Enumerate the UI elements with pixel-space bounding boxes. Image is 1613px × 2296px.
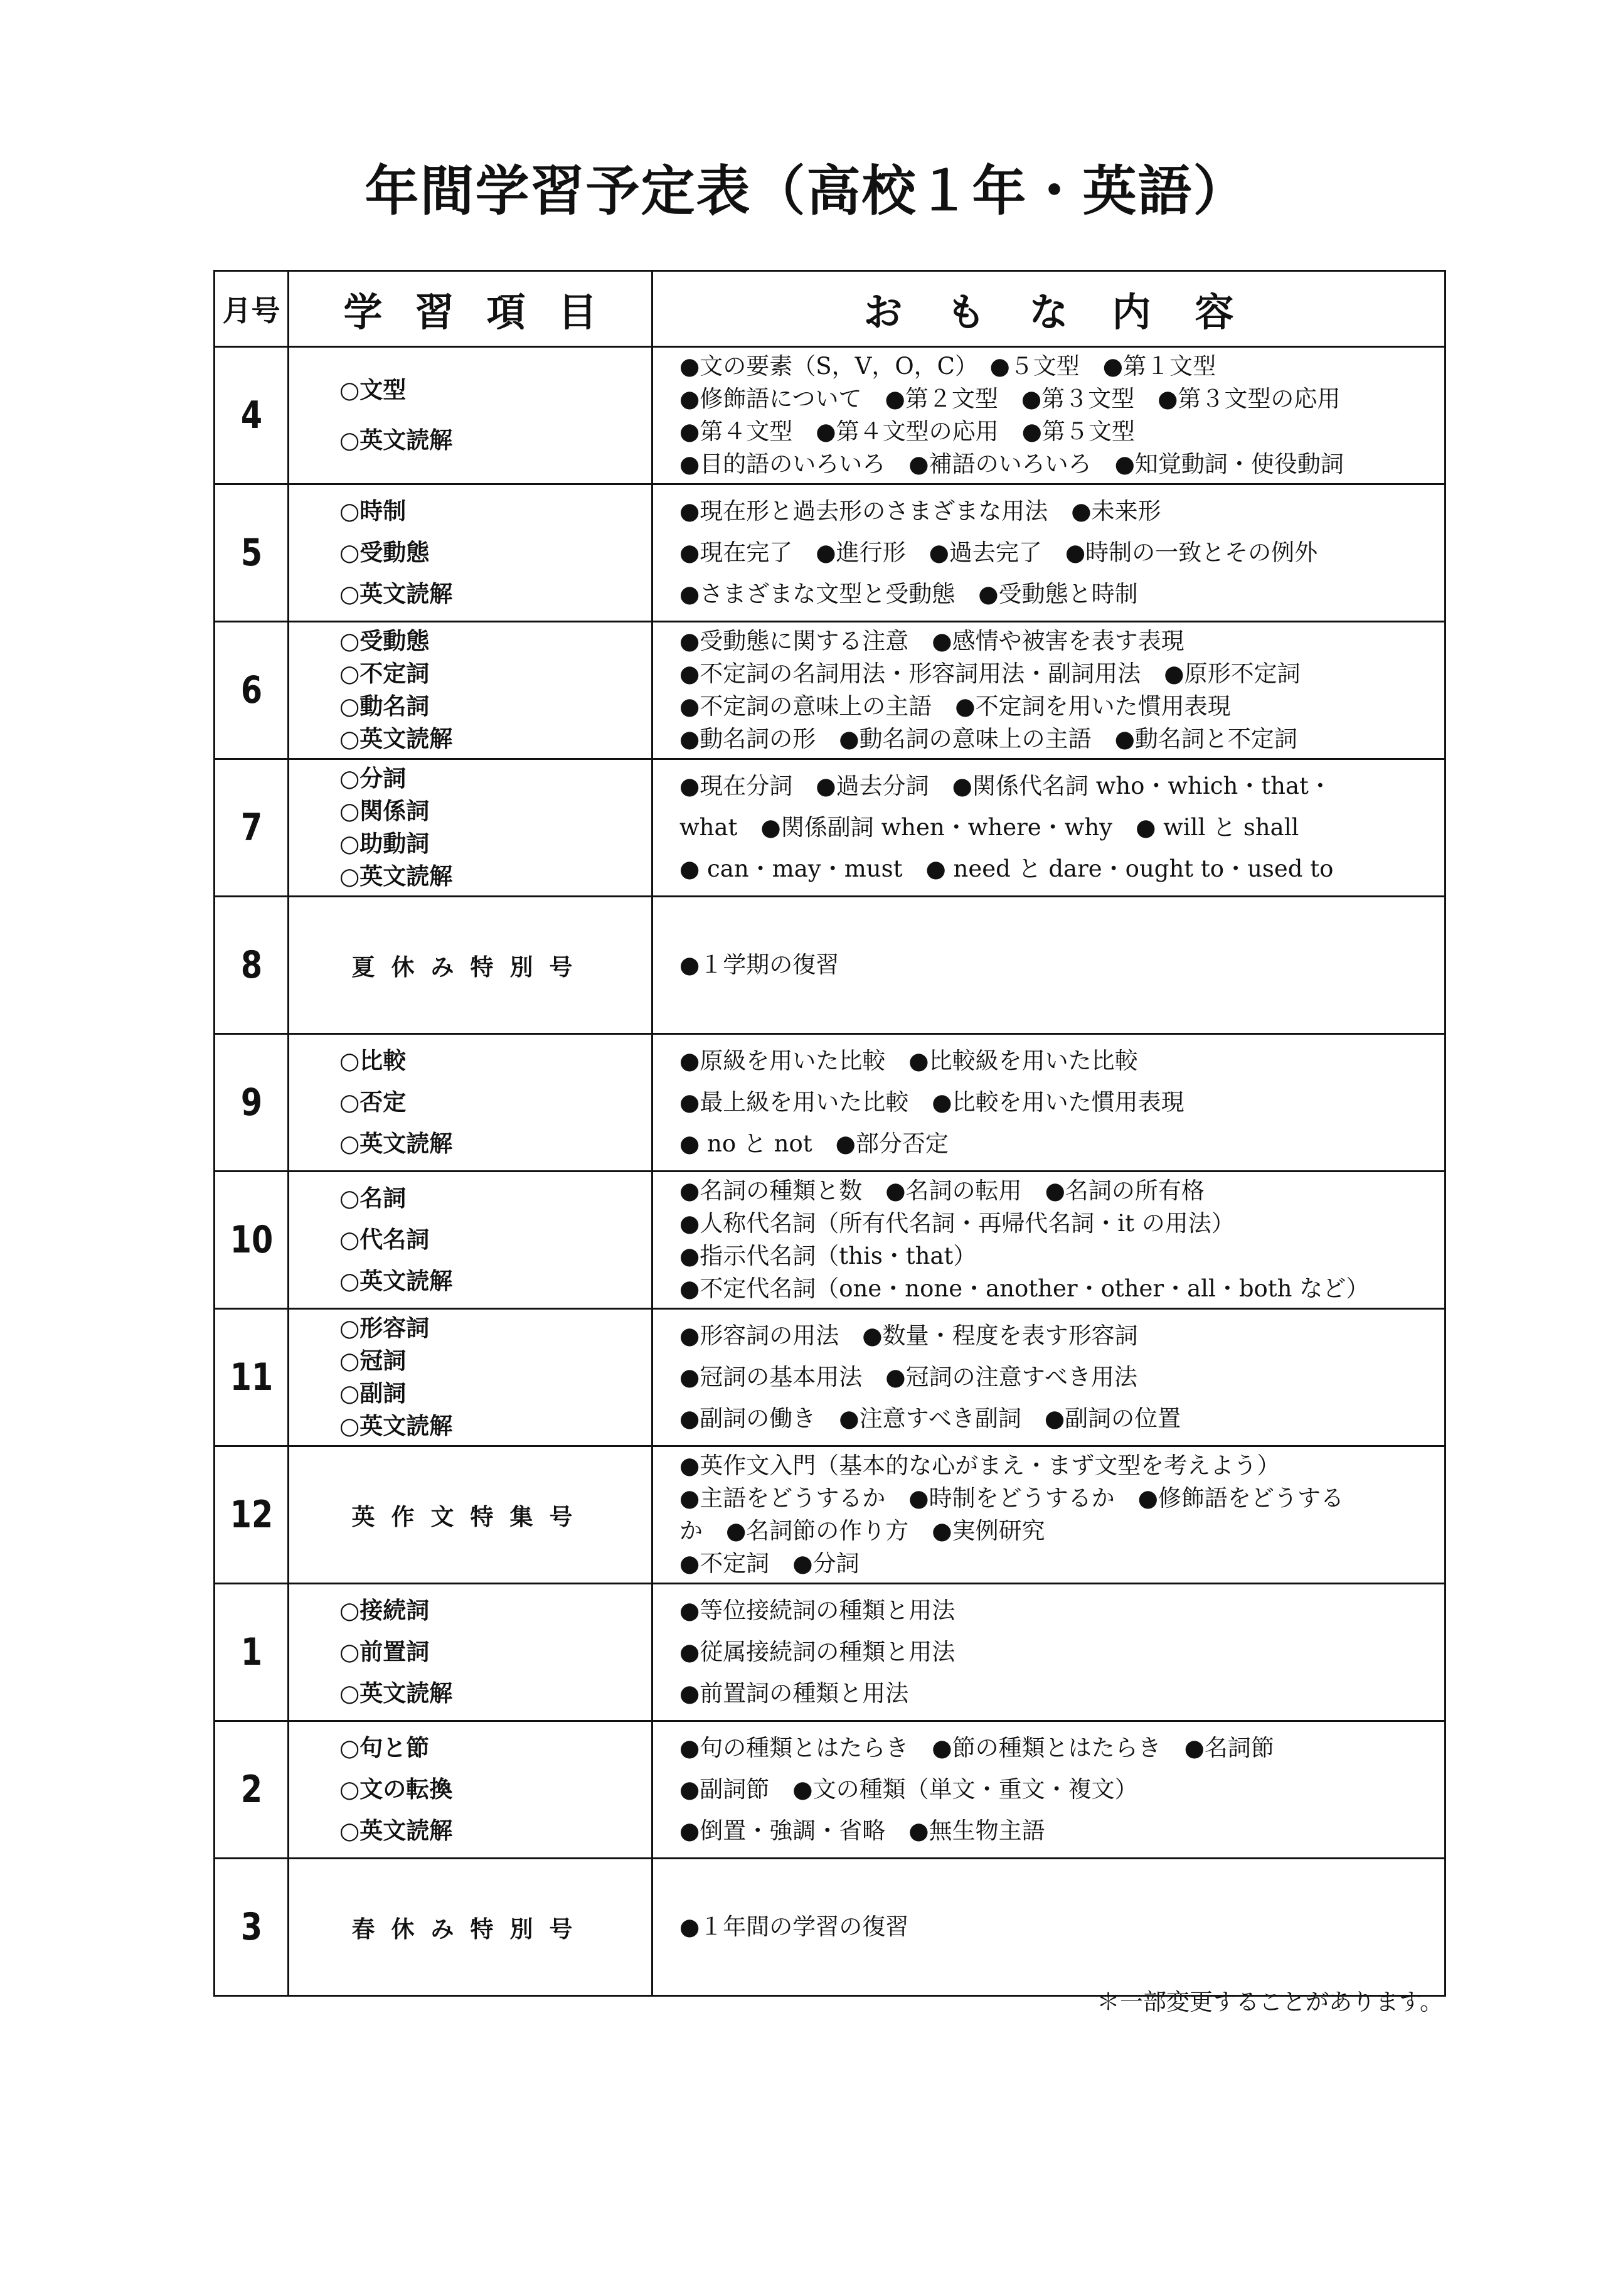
table-row bbox=[215, 1172, 1445, 1309]
content-line: ●形容詞の用法 ●数量・程度を表す形容詞 bbox=[679, 1322, 1138, 1349]
month-number: 9 bbox=[221, 1034, 282, 1172]
content-line: ●前置詞の種類と用法 bbox=[679, 1680, 909, 1707]
month-number: 3 bbox=[221, 1859, 282, 1996]
study-item: ○英文読解 bbox=[339, 580, 453, 607]
special-issue-label: 英作文特集号 bbox=[289, 1446, 652, 1584]
study-item: ○受動態 bbox=[339, 627, 430, 654]
header-month: 月号 bbox=[215, 271, 289, 347]
study-item: ○分詞 bbox=[339, 765, 407, 792]
content-line: ● no と not ●部分否定 bbox=[679, 1130, 949, 1157]
study-items bbox=[289, 759, 652, 897]
content-line: ●不定代名詞（one・none・another・other・all・both など） bbox=[679, 1275, 1370, 1302]
schedule-table bbox=[213, 270, 1446, 1997]
study-items bbox=[289, 347, 652, 484]
month-number: 2 bbox=[221, 1721, 282, 1859]
content-line: ●指示代名詞（this・that） bbox=[679, 1242, 977, 1269]
study-item: ○関係詞 bbox=[339, 798, 430, 825]
study-items bbox=[289, 1172, 652, 1309]
content-line: ●副詞節 ●文の種類（単文・重文・複文） bbox=[679, 1776, 1138, 1803]
page-title: 年間学習予定表（高校１年・英語） bbox=[365, 160, 1248, 223]
study-item: ○英文読解 bbox=[339, 1412, 453, 1439]
content-cell bbox=[652, 1309, 1445, 1446]
study-item: ○英文読解 bbox=[339, 1817, 453, 1844]
content-line: ●現在分詞 ●過去分詞 ●関係代名詞 who・which・that・ bbox=[679, 772, 1332, 799]
content-cell bbox=[652, 1584, 1445, 1721]
study-item: ○受動態 bbox=[339, 539, 430, 566]
header-row bbox=[215, 271, 1445, 347]
study-items bbox=[289, 484, 652, 622]
study-item: ○句と節 bbox=[339, 1734, 430, 1761]
content-cell bbox=[652, 347, 1445, 484]
study-items bbox=[289, 622, 652, 759]
content-line: ●修飾語について ●第２文型 ●第３文型 ●第３文型の応用 bbox=[679, 385, 1341, 412]
study-item: ○接続詞 bbox=[339, 1597, 430, 1624]
month-number: 11 bbox=[221, 1309, 282, 1446]
content-line: what ●関係副詞 when・where・why ● will と shall bbox=[679, 814, 1299, 841]
month-number: 12 bbox=[221, 1446, 282, 1584]
content-line: ●句の種類とはたらき ●節の種類とはたらき ●名詞節 bbox=[679, 1734, 1274, 1761]
table-row bbox=[215, 897, 1445, 1034]
content-cell bbox=[652, 484, 1445, 622]
content-cell bbox=[652, 1446, 1445, 1584]
content-line: ●冠詞の基本用法 ●冠詞の注意すべき用法 bbox=[679, 1364, 1137, 1391]
content-line: ●１年間の学習の復習 bbox=[679, 1913, 909, 1940]
study-item: ○副詞 bbox=[339, 1380, 407, 1407]
content-line: ●現在形と過去形のさまざまな用法 ●未来形 bbox=[679, 498, 1161, 525]
content-cell bbox=[652, 897, 1445, 1034]
study-item: ○名詞 bbox=[339, 1185, 407, 1212]
month-number: 10 bbox=[221, 1172, 282, 1309]
study-item: ○形容詞 bbox=[339, 1315, 430, 1342]
study-item: ○動名詞 bbox=[339, 693, 430, 720]
study-item: ○英文読解 bbox=[339, 1268, 453, 1295]
content-line: ● can・may・must ● need と dare・ought to・used to bbox=[679, 855, 1334, 882]
month-number: 8 bbox=[221, 897, 282, 1034]
content-cell bbox=[652, 1172, 1445, 1309]
study-item: ○英文読解 bbox=[339, 1680, 453, 1707]
study-items bbox=[289, 1309, 652, 1446]
content-cell bbox=[652, 1859, 1445, 1996]
footnote: ＊一部変更することがあります。 bbox=[1096, 1989, 1443, 2016]
table-row bbox=[215, 1584, 1445, 1721]
study-item: ○英文読解 bbox=[339, 1130, 453, 1157]
content-cell bbox=[652, 759, 1445, 897]
study-item: ○前置詞 bbox=[339, 1638, 430, 1665]
content-line: ●１学期の復習 bbox=[679, 951, 839, 978]
month-number: 1 bbox=[221, 1584, 282, 1721]
content-line: ●現在完了 ●進行形 ●過去完了 ●時制の一致とその例外 bbox=[679, 539, 1318, 566]
content-line: ●不定詞の名詞用法・形容詞用法・副詞用法 ●原形不定詞 bbox=[679, 660, 1301, 687]
table-row bbox=[215, 1309, 1445, 1446]
content-line: ●従属接続詞の種類と用法 bbox=[679, 1638, 956, 1665]
content-line: ●不定詞 ●分詞 bbox=[679, 1550, 860, 1577]
content-line: ●倒置・強調・省略 ●無生物主語 bbox=[679, 1817, 1045, 1844]
study-item: ○英文読解 bbox=[339, 863, 453, 890]
content-line: ●動名詞の形 ●動名詞の意味上の主語 ●動名詞と不定詞 bbox=[679, 725, 1297, 752]
content-cell bbox=[652, 1034, 1445, 1172]
study-items bbox=[289, 1034, 652, 1172]
month-number: 4 bbox=[221, 347, 282, 484]
table-row bbox=[215, 1034, 1445, 1172]
study-item: ○文型 bbox=[339, 376, 407, 403]
study-item: ○時制 bbox=[339, 498, 407, 525]
study-item: ○比較 bbox=[339, 1047, 407, 1074]
table-row bbox=[215, 347, 1445, 484]
special-issue-label: 夏休み特別号 bbox=[289, 897, 652, 1034]
month-number: 6 bbox=[221, 622, 282, 759]
study-item: ○冠詞 bbox=[339, 1347, 407, 1374]
study-item: ○英文読解 bbox=[339, 725, 453, 752]
study-item: ○助動詞 bbox=[339, 830, 430, 857]
content-line: ●主語をどうするか ●時制をどうするか ●修飾語をどうする bbox=[679, 1485, 1344, 1512]
special-issue-label: 春休み特別号 bbox=[289, 1859, 652, 1996]
content-line: ●原級を用いた比較 ●比較級を用いた比較 bbox=[679, 1047, 1138, 1074]
content-line: ●さまざまな文型と受動態 ●受動態と時制 bbox=[679, 580, 1138, 607]
study-item: ○英文読解 bbox=[339, 427, 453, 454]
table-row bbox=[215, 759, 1445, 897]
content-cell bbox=[652, 622, 1445, 759]
table-row bbox=[215, 1859, 1445, 1996]
content-line: ●英作文入門（基本的な心がまえ・まず文型を考えよう） bbox=[679, 1452, 1280, 1479]
study-items bbox=[289, 1584, 652, 1721]
content-line: ●目的語のいろいろ ●補語のいろいろ ●知覚動詞・使役動詞 bbox=[679, 451, 1344, 478]
study-item: ○代名詞 bbox=[339, 1226, 430, 1253]
month-number: 7 bbox=[221, 759, 282, 897]
header-content: おもな内容 bbox=[652, 271, 1445, 347]
content-line: ●名詞の種類と数 ●名詞の転用 ●名詞の所有格 bbox=[679, 1177, 1205, 1204]
table-row bbox=[215, 484, 1445, 622]
content-line: ●第４文型 ●第４文型の応用 ●第５文型 bbox=[679, 418, 1135, 445]
schedule-body bbox=[215, 347, 1445, 1996]
header-items: 学習項目 bbox=[289, 271, 652, 347]
month-number: 5 bbox=[221, 484, 282, 622]
content-line: ●副詞の働き ●注意すべき副詞 ●副詞の位置 bbox=[679, 1405, 1181, 1432]
table-row bbox=[215, 1446, 1445, 1584]
content-line: ●人称代名詞（所有代名詞・再帰代名詞・it の用法） bbox=[679, 1210, 1235, 1237]
study-item: ○不定詞 bbox=[339, 660, 430, 687]
study-item: ○文の転換 bbox=[339, 1776, 453, 1803]
content-line: ●不定詞の意味上の主語 ●不定詞を用いた慣用表現 bbox=[679, 693, 1231, 720]
content-line: か ●名詞節の作り方 ●実例研究 bbox=[679, 1517, 1045, 1544]
content-line: ●最上級を用いた比較 ●比較を用いた慣用表現 bbox=[679, 1089, 1184, 1116]
study-items bbox=[289, 1721, 652, 1859]
content-line: ●文の要素（S，V，O，C） ●５文型 ●第１文型 bbox=[679, 353, 1216, 380]
content-line: ●等位接続詞の種類と用法 bbox=[679, 1597, 956, 1624]
content-cell bbox=[652, 1721, 1445, 1859]
table-row bbox=[215, 1721, 1445, 1859]
study-item: ○否定 bbox=[339, 1089, 407, 1116]
table-row bbox=[215, 622, 1445, 759]
content-line: ●受動態に関する注意 ●感情や被害を表す表現 bbox=[679, 627, 1184, 654]
